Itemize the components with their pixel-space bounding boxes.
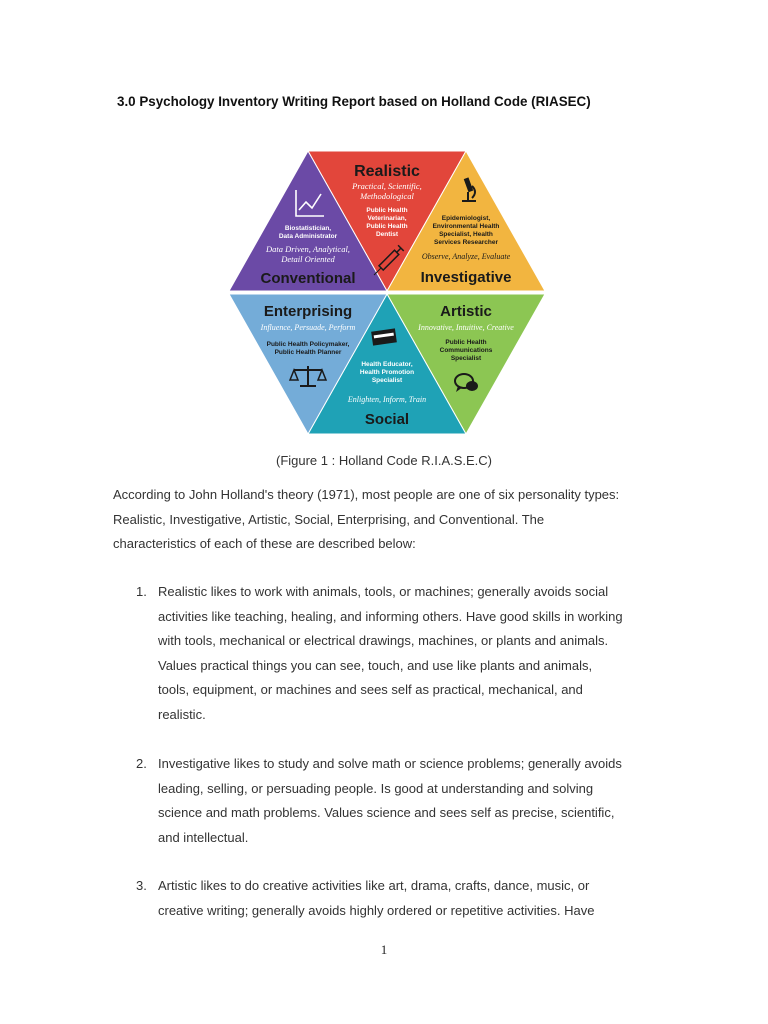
list-line: Artistic likes to do creative activities like art, drama, crafts, dance, music, or [158,878,590,893]
list-text [158,580,668,727]
list-line: science and math problems. Values science and sees self as precise, scientific, [158,805,615,820]
intro-line: Realistic, Investigative, Artistic, Social, Enterprising, and Conventional. The [113,511,545,527]
list-line: leading, selling, or persuading people. Is good at understanding and solving [158,780,594,796]
list-text [158,752,668,850]
list-line: and intellectual. [158,829,249,845]
list-line: activities like teaching, healing, and informing others. Have good skills in working [158,608,623,624]
enterprising-job-1: Public Health Policymaker, [266,341,350,348]
realistic-job-1: Public Health [366,207,408,214]
page-heading: 3.0 Psychology Inventory Writing Report based on Holland Code (RIASEC) [117,94,591,109]
social-title: Social [364,411,410,428]
realistic-traits-1: Practical, Scientific, [352,181,422,191]
intro-line: characteristics of each of these are described below: [113,536,416,551]
social-job-2: Health Promotion [359,369,415,376]
figure-caption: (Figure 1 : Holland Code R.I.A.S.E.C) [275,453,493,468]
realistic-traits-2: Methodological [360,191,414,201]
investigative-traits: Observe, Analyze, Evaluate [421,252,511,261]
list-line: creative writing; generally avoids highly ordered or repetitive activities. Have [158,902,595,918]
artistic-job-1: Public Health [445,339,487,346]
realistic-job-3: Public Health [366,223,408,230]
conventional-job-1: Biostatistician, [284,225,332,232]
realistic-job-2: Veterinarian, [367,215,407,222]
list-number: 2. [136,756,147,771]
artistic-job-2: Communications [439,347,493,354]
investigative-job-4: Services Researcher [434,239,498,246]
list-line: with tools, mechanical or electrical drawings, machines, or plants and animals. [158,633,609,648]
enterprising-traits: Influence, Persuade, Perform [260,323,356,332]
holland-code-hexagon [226,148,548,438]
social-job-3: Specialist [371,377,403,384]
intro-paragraph [113,483,673,557]
intro-line: According to John Holland's theory (1971), most people are one of six personality types: [113,487,620,502]
list-number: 3. [136,878,147,893]
list-number: 1. [136,584,147,599]
list-line: tools, equipment, or machines and sees self as practical, mechanical, and [158,682,583,697]
investigative-title: Investigative [420,269,512,286]
list-line: Values practical things you can see, touch, and use like plants and animals, [158,657,593,673]
realistic-job-4: Dentist [375,231,399,238]
conventional-title: Conventional [260,270,356,287]
artistic-traits: Innovative, Intuitive, Creative [418,323,514,332]
investigative-job-1: Epidemiologist, [441,215,491,222]
page-number: 1 [380,942,388,957]
artistic-job-3: Specialist [450,355,482,362]
social-traits: Enlighten, Inform, Train [347,395,427,404]
conventional-traits-1: Data Driven, Analytical, [266,244,350,254]
investigative-job-3: Specialist, Health [439,231,493,238]
enterprising-title: Enterprising [263,303,353,320]
social-job-1: Health Educator, [361,361,413,368]
artistic-title: Artistic [440,303,492,320]
conventional-job-2: Data Administrator [278,233,338,240]
list-line: Realistic likes to work with animals, tools, or machines; generally avoids social [158,584,609,599]
investigative-job-2: Environmental Health [432,223,500,230]
enterprising-job-2: Public Health Planner [274,349,342,356]
list-line: realistic. [158,706,206,722]
conventional-traits-2: Detail Oriented [281,254,335,264]
list-text [158,874,668,923]
list-line: Investigative likes to study and solve math or science problems; generally avoids [158,756,622,771]
realistic-title: Realistic [354,163,420,180]
